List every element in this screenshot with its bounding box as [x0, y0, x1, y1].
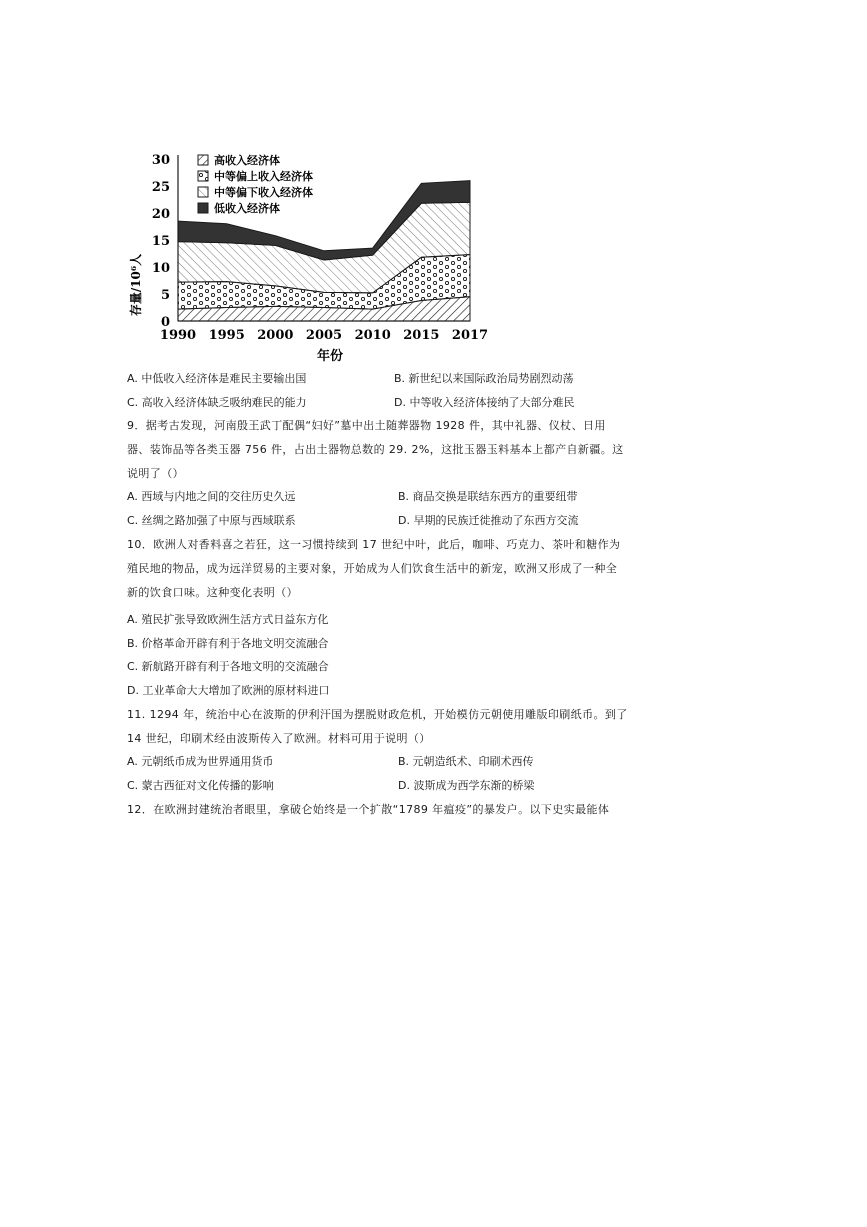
q10-stem-line3: 新的饮食口味。这种变化表明（） [127, 586, 298, 599]
x-tick-label: 2010 [354, 328, 391, 343]
q11-option-b: B. 元朝造纸术、印刷术西传 [398, 755, 534, 768]
y-tick-label: 20 [151, 207, 170, 222]
y-tick-label: 25 [151, 180, 170, 195]
q8-option-c: C. 高收入经济体缺乏吸纳难民的能力 [127, 396, 307, 409]
x-tick-label: 2017 [451, 328, 489, 343]
q10-option-a: A. 殖民扩张导致欧洲生活方式日益东方化 [127, 613, 329, 626]
q9-stem-line2: 器、装饰品等各类玉器 756 件，占出土器物总数的 29. 2%，这批玉器玉料基本上都产自新疆。这 [127, 443, 624, 456]
q11-option-d: D. 波斯成为西学东渐的桥梁 [398, 779, 535, 792]
legend-swatch [198, 203, 208, 213]
legend-swatch [198, 171, 208, 181]
q11-stem-line1: 11. 1294 年，统治中心在波斯的伊利汗国为摆脱财政危机，开始模仿元朝使用雕版印刷纸币。到了 [127, 708, 628, 721]
y-tick-label: 0 [160, 315, 170, 330]
legend-swatch [198, 155, 208, 165]
x-axis-label: 年份 [316, 349, 344, 364]
y-axis-label: 存量/10⁶人 [129, 253, 143, 317]
y-tick-label: 15 [151, 234, 170, 249]
q10-stem-line1: 10．欧洲人对香料喜之若狂，这一习惯持续到 17 世纪中叶，此后，咖啡、巧克力、茶叶和糖作为 [127, 538, 621, 551]
q9-stem-line1: 9．据考古发现，河南殷王武丁配偶“妇好”墓中出土随葬器物 1928 件，其中礼器、仪杖、日用 [127, 419, 606, 432]
q11-option-a: A. 元朝纸币成为世界通用货币 [127, 755, 274, 768]
refugee-stock-area-chart [120, 145, 500, 370]
y-tick-label: 10 [151, 261, 170, 276]
q9-option-b: B. 商品交换是联结东西方的重要纽带 [398, 490, 578, 503]
q11-stem-line2: 14 世纪，印刷术经由波斯传入了欧洲。材料可用于说明（） [127, 732, 431, 745]
q8-option-a: A. 中低收入经济体是难民主要输出国 [127, 372, 307, 385]
legend-label: 中等偏上收入经济体 [214, 170, 313, 183]
q10-stem-line2: 殖民地的物品，成为远洋贸易的主要对象，开始成为人们饮食生活中的新宠，欧洲又形成了一种全 [127, 562, 618, 575]
q10-option-b: B. 价格革命开辟有利于各地文明交流融合 [127, 637, 329, 650]
q9-option-c: C. 丝绸之路加强了中原与西域联系 [127, 514, 296, 527]
legend-swatch [198, 187, 208, 197]
x-tick-label: 1995 [208, 328, 245, 343]
q11-option-c: C. 蒙古西征对文化传播的影响 [127, 779, 274, 792]
legend-label: 高收入经济体 [214, 154, 280, 167]
q10-option-d: D. 工业革命大大增加了欧洲的原材料进口 [127, 684, 330, 697]
q8-option-d: D. 中等收入经济体接纳了大部分难民 [394, 396, 575, 409]
y-tick-label: 30 [151, 153, 170, 168]
x-tick-label: 2005 [305, 328, 343, 343]
legend-label: 低收入经济体 [214, 202, 280, 215]
x-tick-label: 2000 [257, 328, 294, 343]
q9-stem-line3: 说明了（） [127, 467, 184, 480]
q9-option-a: A. 西域与内地之间的交往历史久远 [127, 490, 296, 503]
q9-option-d: D. 早期的民族迁徙推动了东西方交流 [398, 514, 579, 527]
q12-stem-line1: 12．在欧洲封建统治者眼里，拿破仑始终是一个扩散“1789 年瘟疫”的暴发户。以下史实最能体 [127, 803, 610, 816]
legend-label: 中等偏下收入经济体 [214, 186, 313, 199]
x-tick-label: 1990 [159, 328, 197, 343]
q10-option-c: C. 新航路开辟有利于各地文明的交流融合 [127, 660, 329, 673]
q8-option-b: B. 新世纪以来国际政治局势剧烈动荡 [394, 372, 574, 385]
y-tick-label: 5 [160, 288, 170, 303]
legend [198, 153, 313, 215]
x-tick-label: 2015 [403, 328, 440, 343]
